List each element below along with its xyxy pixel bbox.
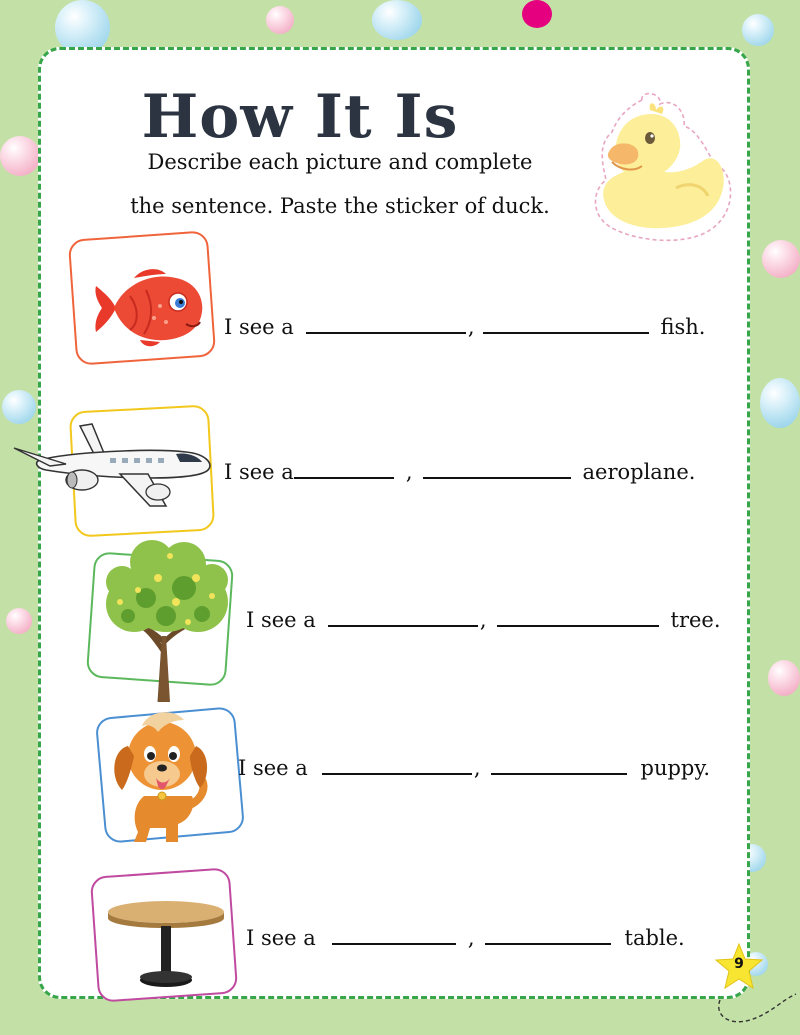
duck-sticker-icon	[590, 92, 740, 244]
bubble-decoration	[6, 608, 32, 634]
sentence-comma: ,	[473, 756, 481, 780]
table-icon	[104, 898, 228, 990]
sentence-fish	[224, 315, 705, 339]
answer-blank-1[interactable]	[328, 623, 478, 627]
answer-blank-1[interactable]	[294, 475, 394, 479]
aeroplane-icon	[10, 418, 220, 508]
sentence-prefix: I see a	[224, 315, 294, 339]
answer-blank-2[interactable]	[483, 330, 649, 334]
sentence-noun: table.	[624, 926, 685, 950]
bubble-decoration	[762, 240, 800, 278]
answer-blank-2[interactable]	[491, 771, 627, 775]
sentence-prefix: I see a	[224, 460, 294, 484]
bubble-decoration	[522, 0, 552, 28]
sentence-prefix: I see a	[246, 926, 316, 950]
sentence-tree	[246, 608, 721, 632]
answer-blank-2[interactable]	[485, 941, 611, 945]
bubble-decoration	[742, 14, 774, 46]
answer-blank-2[interactable]	[423, 475, 571, 479]
sentence-comma: ,	[467, 926, 475, 950]
puppy-icon	[104, 700, 214, 850]
bubble-decoration	[768, 660, 800, 696]
answer-blank-1[interactable]	[332, 941, 456, 945]
page-number: 9	[734, 956, 744, 972]
sentence-prefix: I see a	[246, 608, 316, 632]
sentence-noun: tree.	[670, 608, 721, 632]
page-number-badge	[714, 942, 764, 992]
instruction-line-1: Describe each picture and complete	[147, 150, 533, 174]
sentence-puppy	[238, 756, 710, 780]
answer-blank-1[interactable]	[306, 330, 466, 334]
bubble-decoration	[266, 6, 294, 34]
instruction-line-2: the sentence. Paste the sticker of duck.	[130, 194, 550, 218]
sentence-noun: puppy.	[640, 756, 711, 780]
sentence-table	[246, 926, 685, 950]
sentence-noun: fish.	[660, 315, 706, 339]
sentence-prefix: I see a	[238, 756, 308, 780]
answer-blank-1[interactable]	[322, 771, 472, 775]
sentence-comma: ,	[467, 315, 475, 339]
sentence-comma: ,	[479, 608, 487, 632]
sentence-comma: ,	[405, 460, 413, 484]
answer-blank-2[interactable]	[497, 623, 659, 627]
fish-icon	[90, 266, 210, 350]
sentence-noun: aeroplane.	[582, 460, 696, 484]
page-title: How It Is	[141, 82, 459, 152]
bubble-decoration	[760, 378, 800, 428]
tree-icon	[92, 532, 240, 704]
bubble-decoration	[372, 0, 422, 40]
sentence-aeroplane	[224, 460, 695, 484]
